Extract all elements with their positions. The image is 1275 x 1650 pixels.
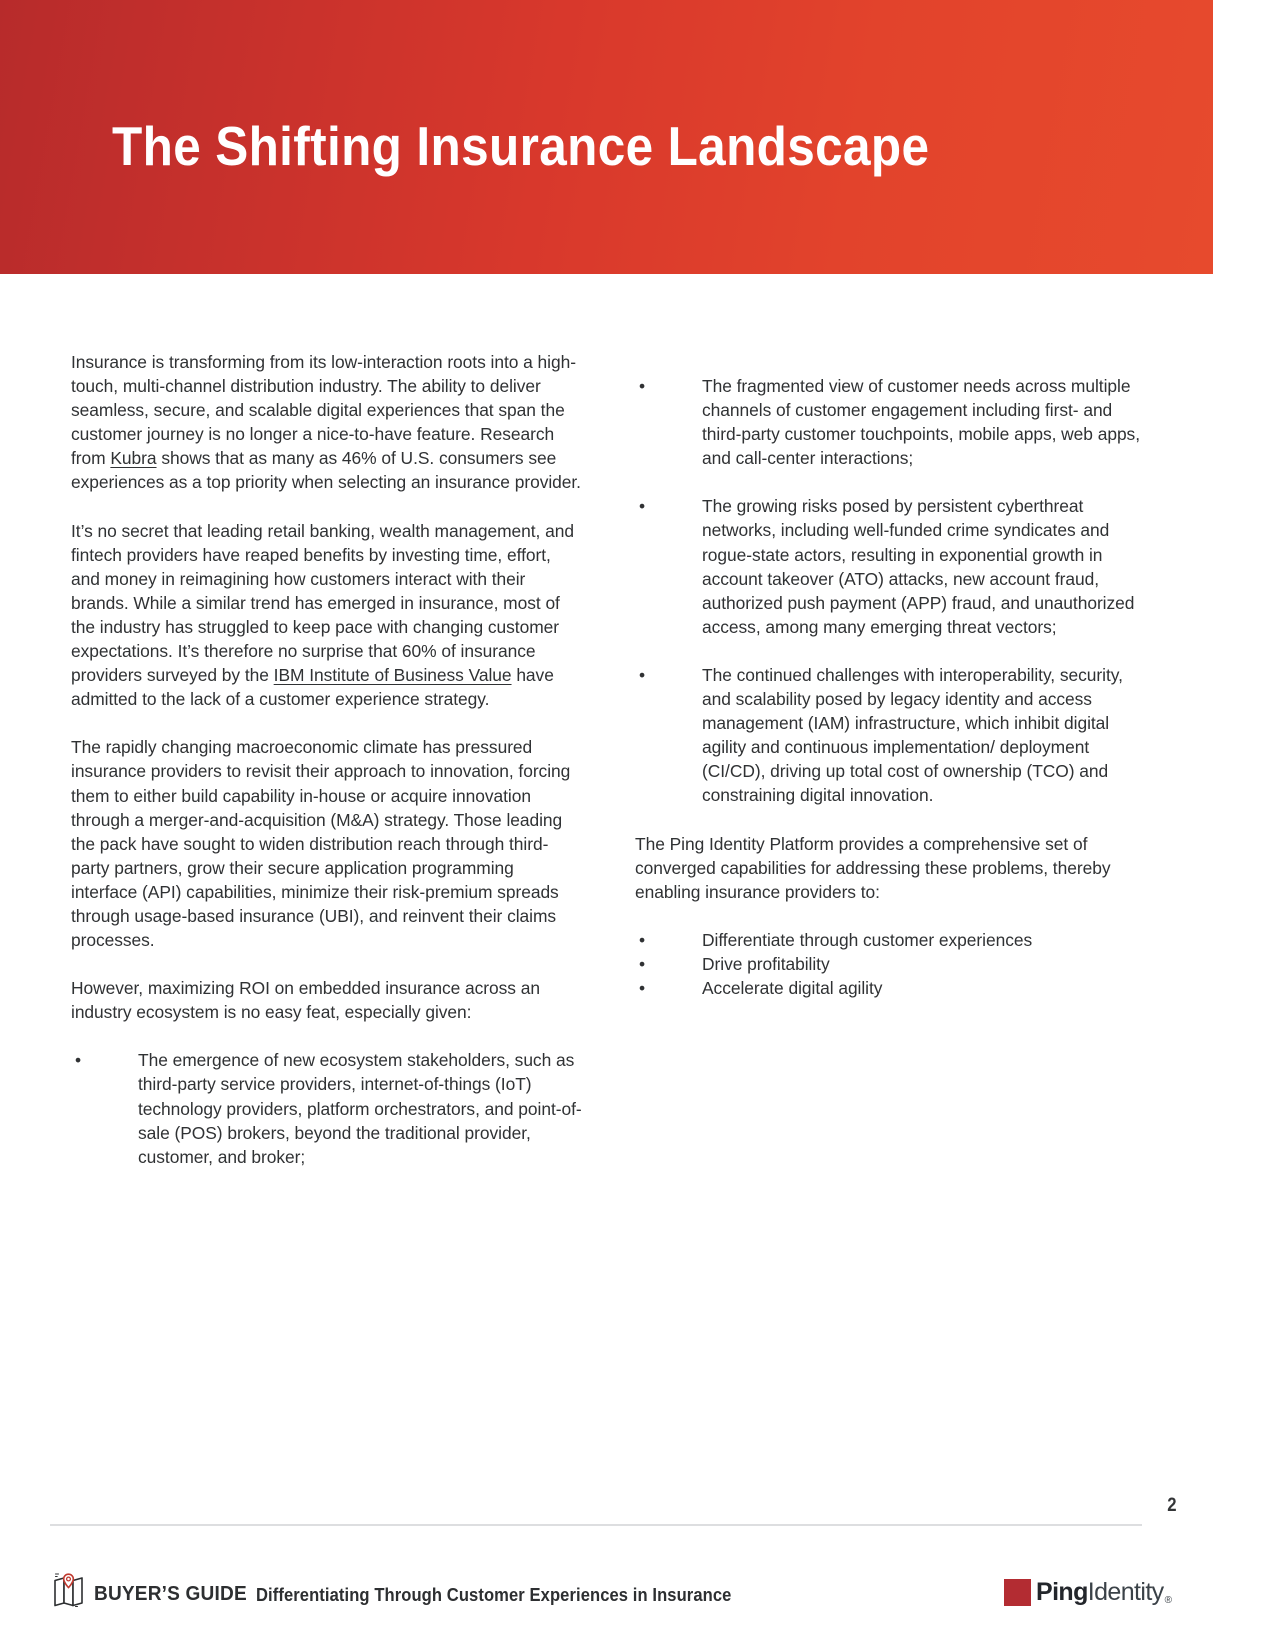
list-item-text: The fragmented view of customer needs across multiple channels of customer engagement including first- and third-party customer touchpoints, mobile apps, web apps, and call-center interactions; [702,376,1140,469]
paragraph-text-part: It’s no secret that leading retail banking, wealth management, and fintech providers have reaped benefits by investing time, effort, and money in reimagining how customers interact with their brands. While a similar trend has emerged in insurance, most of the industry has struggled to keep pace with changing customer expectations. It’s therefore no surprise that 60% of insurance providers surveyed by the [71,520,574,686]
bullet-icon: • [639,953,646,974]
challenges-bullet-list [635,374,1147,808]
list-item-text: Accelerate digital agility [702,977,883,998]
paragraph-text-part: Insurance is transforming from its low-interaction roots into a high-touch, multi-channel distribution industry. The ability to deliver seamless, secure, and scalable digital experiences that span the customer journey is no longer a nice-to-have feature. Research from [71,352,576,469]
page-title: The Shifting Insurance Landscape [112,115,930,177]
paragraph-maximizing-roi: However, maximizing ROI on embedded insurance across an industry ecosystem is no easy feat, especially given: [71,978,540,1023]
bullet-icon: • [639,376,646,396]
list-item-text: The emergence of new ecosystem stakeholders, such as third-party service providers, internet-of-things (IoT) technology providers, platform orchestrators, and point-of-sale (POS) brokers, beyond the traditional provider, customer, and broker; [138,1050,582,1167]
list-item [71,1048,583,1168]
page-header-banner [0,0,1213,274]
bullet-icon: • [639,664,646,685]
bullet-icon: • [639,977,646,998]
list-item-text: Differentiate through customer experiences [702,929,1033,950]
kubra-link[interactable]: Kubra [110,448,157,469]
list-item [635,494,1147,639]
footer-guide-label: BUYER’S GUIDE [94,1582,247,1605]
bullet-icon: • [75,1050,82,1071]
registered-trademark-icon: ® [1164,1595,1172,1606]
list-item [635,976,1147,1000]
list-item [635,374,1147,470]
footer-divider [50,1524,1142,1526]
paragraph-text-part: have admitted to the lack of a customer experience strategy. [71,665,554,710]
list-item [635,952,1147,976]
paragraph-insurance-transforming [71,350,583,495]
benefits-bullet-list [635,928,1147,1000]
bullet-icon: • [639,929,646,950]
ping-logo-identity: Identity [1087,1577,1164,1606]
ibm-institute-link[interactable]: IBM Institute of Business Value [273,665,512,686]
ping-logo-brand: Ping [1036,1577,1088,1606]
ping-logo-square-icon [1004,1579,1031,1606]
paragraph-macroeconomic: The rapidly changing macroeconomic climate has pressured insurance providers to revisit their approach to innovation, forcing them to either build capability in-house or acquire innovation through a merger-and-acquisition (M&A) strategy. Those leading the pack have sought to widen distribution reach through third-party partners, grow their secure application programming interface (API) capabilities, minimize their risk-premium spreads through usage-based insurance (UBI), and reinvent their claims processes. [71,737,571,951]
left-bullet-list [71,1048,583,1168]
page-footer [0,1560,1275,1620]
list-item-text: The continued challenges with interoperability, security, and scalability posed by legacy identity and access management (IAM) infrastructure, which inhibit digital agility and continuous implementation/ deployment (CI/CD), driving up total cost of ownership (TCO) and constraining digital innovation. [702,664,1123,806]
page-number: 2 [1167,1495,1177,1516]
guide-book-icon [52,1571,86,1608]
list-item-text: Drive profitability [702,953,830,974]
footer-subtitle: Differentiating Through Customer Experiences in Insurance [256,1585,732,1605]
bullet-icon: • [639,496,646,517]
paragraph-ping-platform: The Ping Identity Platform provides a comprehensive set of converged capabilities for addressing these problems, thereby enabling insurance providers to: [635,833,1111,902]
list-item-text: The growing risks posed by persistent cyberthreat networks, including well-funded crime syndicates and rogue-state actors, resulting in exponential growth in account takeover (ATO) attacks, new account fraud, authorized push payment (APP) fraud, and unauthorized access, among many emerging threat vectors; [702,496,1135,637]
right-column [635,374,1147,1000]
paragraph-no-secret [71,519,583,712]
paragraph-text-part: shows that as many as 46% of U.S. consumers see experiences as a top priority when selecting an insurance provider. [71,448,581,493]
list-item [635,928,1147,952]
left-column [71,350,583,1169]
list-item [635,663,1147,808]
ping-identity-logo [1004,1575,1172,1609]
